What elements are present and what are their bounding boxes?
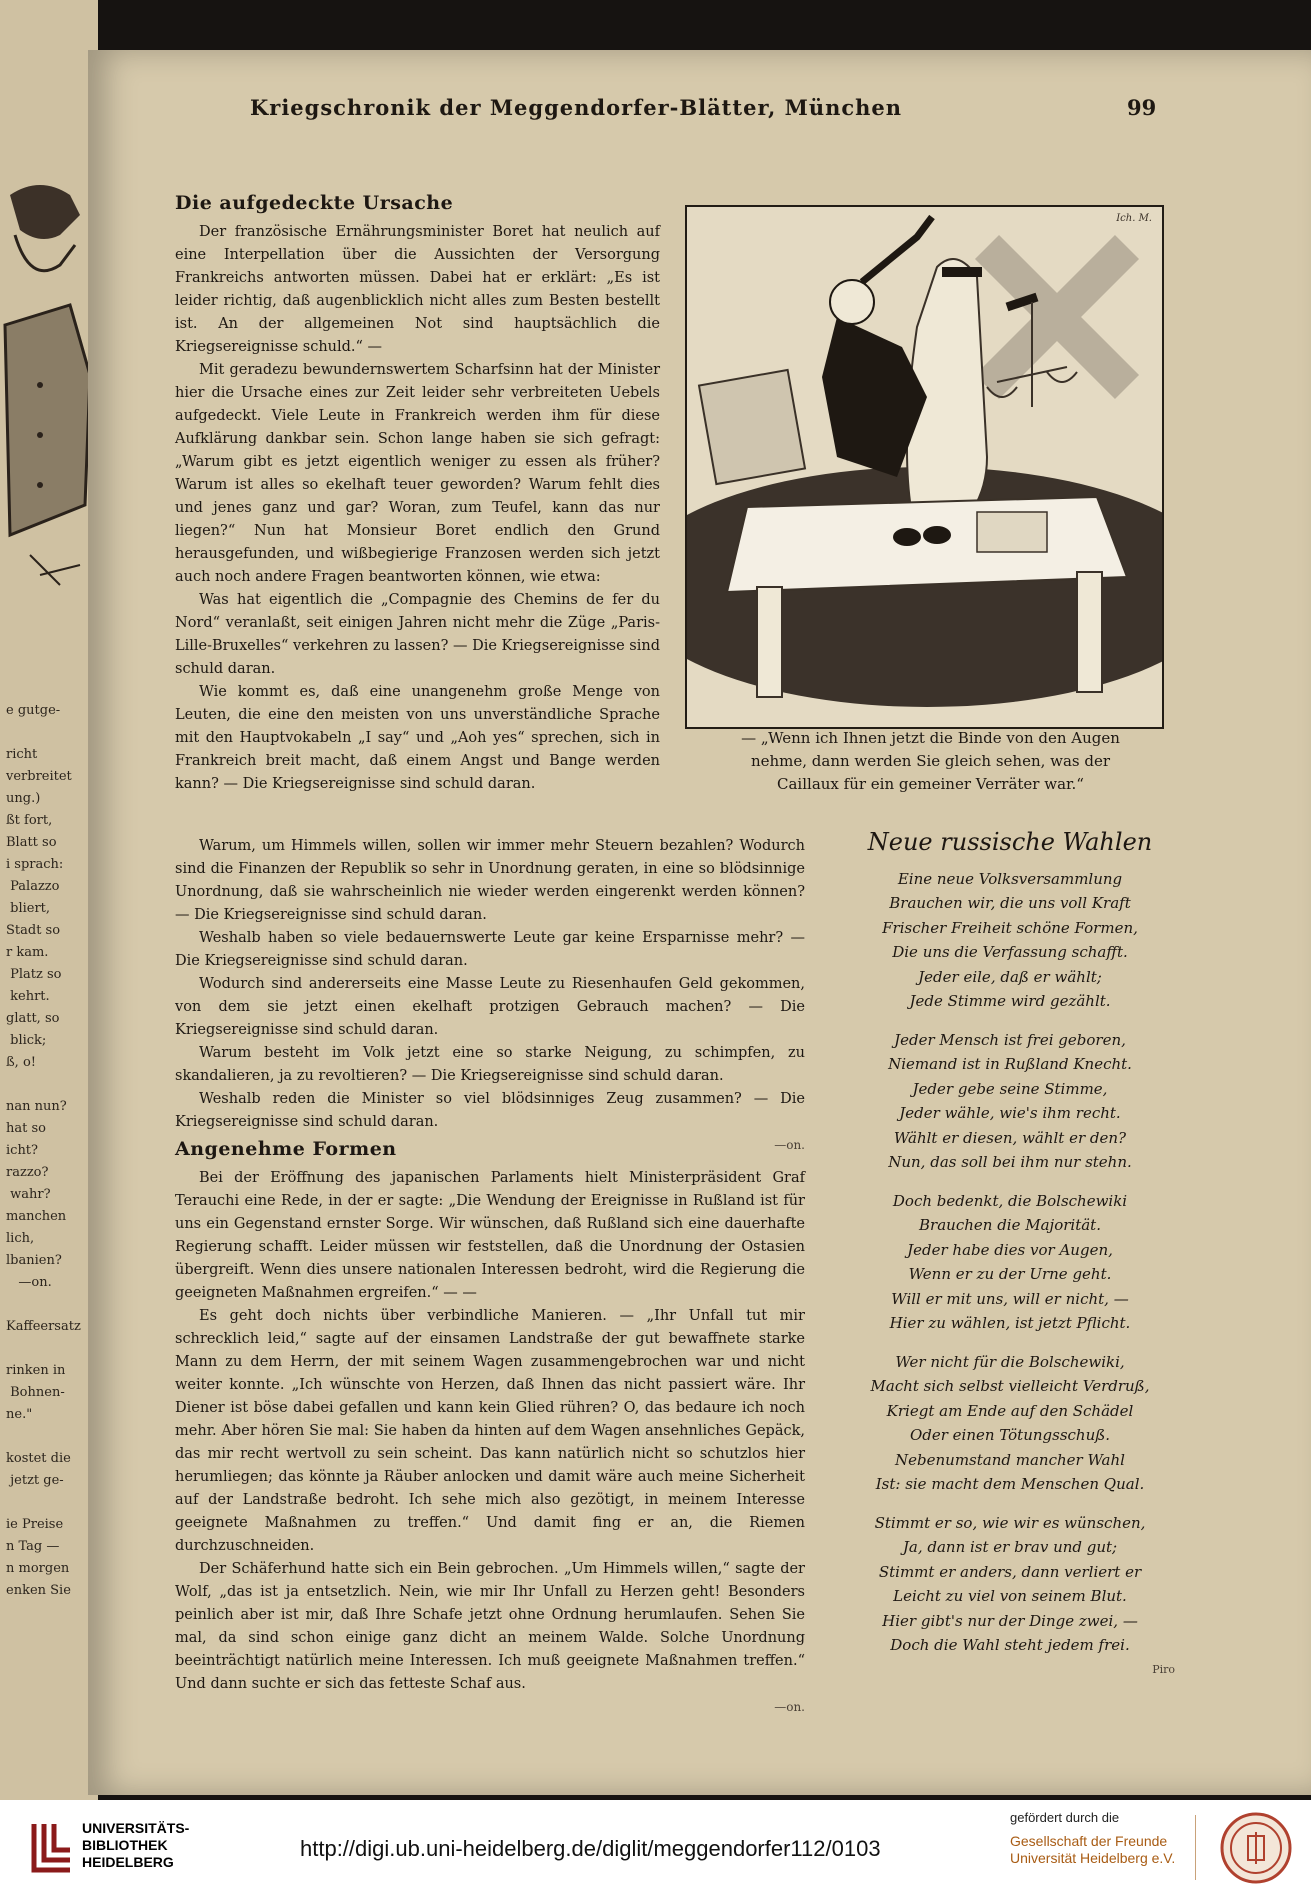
- poem-line: Ist: sie macht dem Menschen Qual.: [875, 1475, 1145, 1493]
- cartoon-caption: — „Wenn ich Ihnen jetzt die Binde von den Augen nehme, dann werden Sie gleich sehen, was der Caillaux für ein gemeiner Verräter war.“: [741, 729, 1120, 793]
- poem-author: Piro: [1152, 1662, 1175, 1676]
- footer-divider: [1195, 1815, 1196, 1880]
- article-1-paragraph: Mit geradezu bewundernswertem Scharfsinn hat der Minister hier die Ursache eines zur Zeit leider sehr verbreiteten Uebels aufgedeckt. Viele Leute in Frankreich werden ihm für diese Aufklärung dankbar sein. Schon lange haben sie sich gefragt: „Warum gibt es jetzt eigentlich weniger zu essen als früher? Warum ist alles so ekelhaft teuer geworden? Warum fehlt dies und jenes ganz und gar? Woran, zum Teufel, kann das nur liegen?“ Nun hat Monsieur Boret endlich den Grund herausgefunden, und wißbegierige Franzosen werden sich jetzt auch noch andere Fragen beantworten können, wie etwa:: [175, 362, 660, 585]
- poem-line: Die uns die Verfassung schafft.: [892, 943, 1128, 961]
- article-1-paragraph: Weshalb haben so viele bedauernswerte Leute gar keine Ersparnisse mehr? — Die Kriegsereignisse sind schuld daran.: [175, 930, 805, 969]
- library-name-line: UNIVERSITÄTS-: [82, 1820, 190, 1836]
- poem-stanza: [845, 1350, 1175, 1497]
- society-name-line: Universität Heidelberg e.V.: [1010, 1850, 1176, 1866]
- article-1-title: Die aufgedeckte Ursache: [175, 192, 454, 214]
- library-name-line: HEIDELBERG: [82, 1854, 174, 1870]
- poem-line: Ja, dann ist er brav und gut;: [902, 1538, 1118, 1556]
- poem-line: Nebenumstand mancher Wahl: [895, 1450, 1125, 1469]
- society-name-line: Gesellschaft der Freunde: [1010, 1833, 1168, 1849]
- poem-line: Doch die Wahl steht jedem frei.: [890, 1636, 1130, 1654]
- poem-line: Jeder eile, daß er wählt;: [918, 967, 1102, 986]
- article-1-paragraph: Warum besteht im Volk jetzt eine so starke Neigung, zu schimpfen, zu skandalieren, ja zu revoltieren? — Die Kriegsereignisse sind schuld daran.: [175, 1045, 805, 1084]
- running-title: Kriegschronik der Meggendorfer-Blätter, München: [250, 95, 903, 120]
- university-seal-icon: [1220, 1812, 1292, 1884]
- library-name: [82, 1820, 189, 1871]
- poem-line: Wählt er diesen, wählt er den?: [893, 1128, 1127, 1147]
- poem-line: Jeder wähle, wie's ihm recht.: [899, 1104, 1121, 1122]
- article-2-signature: —on.: [774, 1700, 805, 1714]
- poem-line: Brauchen die Majorität.: [919, 1216, 1101, 1234]
- society-name: [1010, 1833, 1175, 1867]
- poem-title: Neue russische Wahlen: [867, 828, 1153, 856]
- article-1-continued: [175, 835, 805, 1157]
- footer-bar: [0, 1800, 1311, 1895]
- poem: [845, 830, 1175, 1682]
- poem-stanza: [845, 1511, 1175, 1658]
- article-1-paragraph: Wie kommt es, daß eine unangenehm große Menge von Leuten, die eine den meisten von uns unverständliche Sprache mit den Hauptvokabeln „I say“ und „Aoh yes“ sprechen, sich in Frankreich breit macht, daß einem Angst und Bange werden kann? — Die Kriegsereignisse sind schuld daran.: [175, 684, 660, 792]
- article-1-paragraph: Warum, um Himmels willen, sollen wir immer mehr Steuern bezahlen? Wodurch sind die Finanzen der Republik so sehr in Unordnung geraten, in eine so blödsinnige Unordnung, daß sie wahrscheinlich nie wieder werden eingerenkt werden können? — Die Kriegsereignisse sind schuld daran.: [175, 838, 805, 923]
- poem-line: Stimmt er so, wie wir es wünschen,: [874, 1513, 1146, 1532]
- article-1-column: [175, 192, 660, 796]
- article-1-paragraph: Weshalb reden die Minister so viel blödsinniges Zeug zusammen? — Die Kriegsereignisse sind schuld daran.: [175, 1091, 805, 1130]
- poem-line: Niemand ist in Rußland Knecht.: [888, 1055, 1132, 1073]
- poem-line: Hier zu wählen, ist jetzt Pflicht.: [889, 1314, 1131, 1332]
- poem-stanza: [845, 867, 1175, 1014]
- poem-line: Brauchen wir, die uns voll Kraft: [889, 894, 1131, 912]
- article-2-title: Angenehme Formen: [175, 1138, 397, 1160]
- article-1-signature: —on.: [774, 1138, 805, 1152]
- article-2-column: [175, 1138, 805, 1719]
- previous-page-cartoon-fragment: [0, 175, 97, 615]
- library-logo-icon: [30, 1820, 74, 1875]
- library-name-line: BIBLIOTHEK: [82, 1837, 168, 1853]
- poem-line: Hier gibt's nur der Dinge zwei, —: [882, 1611, 1138, 1630]
- poem-line: Eine neue Volksversammlung: [897, 869, 1123, 888]
- article-1-paragraph: Wodurch sind andererseits eine Masse Leute zu Riesenhaufen Geld gekommen, von dem sie jetzt einen ekelhaft protzigen Gebrauch machen? — Die Kriegsereignisse sind schuld daran.: [175, 976, 805, 1038]
- article-1-paragraph: Was hat eigentlich die „Compagnie des Chemins de fer du Nord“ veranlaßt, seit einigen Jahren nicht mehr die Züge „Paris-Lille-Bruxelles“ verkehren zu lassen? — Die Kriegsereignisse sind schuld daran.: [175, 592, 660, 677]
- poem-line: Jeder habe dies vor Augen,: [907, 1240, 1113, 1259]
- poem-line: Macht sich selbst vielleicht Verdruß,: [870, 1377, 1150, 1395]
- article-1-paragraph: Der französische Ernährungsminister Boret hat neulich auf eine Interpellation über die Aussichten der Versorgung Frankreichs antworten müssen. Dabei hat er erklärt: „Es ist leider richtig, daß augenblicklich nicht alles zum Besten bestellt ist. An der allgemeinen Not sind hauptsächlich die Kriegsereignisse schuld.“ —: [175, 224, 660, 355]
- permalink-url[interactable]: http://digi.ub.uni-heidelberg.de/diglit/meggendorfer112/0103: [300, 1836, 881, 1861]
- poem-line: Frischer Freiheit schöne Formen,: [882, 918, 1138, 937]
- poem-line: Kriegt am Ende auf den Schädel: [886, 1401, 1134, 1420]
- poem-line: Wer nicht für die Bolschewiki,: [895, 1352, 1125, 1371]
- cartoon-illustration: [685, 205, 1164, 729]
- poem-line: Jeder gebe seine Stimme,: [912, 1079, 1108, 1098]
- page-number: 99: [1127, 95, 1157, 120]
- poem-line: Oder einen Tötungsschuß.: [909, 1426, 1111, 1444]
- article-2-paragraph: Es geht doch nichts über verbindliche Manieren. — „Ihr Unfall tut mir schrecklich leid,“ sagte auf der einsamen Landstraße der gut bewaffnete starke Mann zu dem Herrn, der mit seinem Wagen zusammengebrochen war und nicht weiter konnte. „Ich wünschte von Herzen, daß Ihnen das nicht passiert wäre. Ihr Diener ist böse dabei gefallen und kann kein Glied rühren? O, das bedaure ich noch mehr. Aber hören Sie mal: Sie haben da hinten auf dem Wagen ansehnliches Gepäck, das mir recht wertvoll zu sein scheint. Das kann natürlich nicht so schutzlos hier herumliegen; das könnte ja Räuber anlocken und damit wäre auch meine Sicherheit auf der Landstraße bedroht. Ich sehe mich also gezötigt, in meinem Interesse geeignete Maßnahmen zu treffen.“ Und damit fing er an, die Riemen durchzuschneiden.: [175, 1308, 805, 1554]
- poem-line: Will er mit uns, will er nicht, —: [891, 1289, 1129, 1308]
- poem-line: Jede Stimme wird gezählt.: [909, 992, 1111, 1010]
- poem-line: Doch bedenkt, die Bolschewiki: [892, 1191, 1128, 1210]
- previous-page-edge: [0, 0, 98, 1800]
- poem-line: Leicht zu viel von seinem Blut.: [893, 1587, 1127, 1605]
- funded-by-label: gefördert durch die: [1010, 1810, 1120, 1825]
- poem-line: Nun, das soll bei ihm nur stehn.: [888, 1153, 1132, 1171]
- article-2-paragraph: Der Schäferhund hatte sich ein Bein gebrochen. „Um Himmels willen,“ sagte der Wolf, „das ist ja entsetzlich. Nein, wie mir Ihr Unfall zu Herzen geht! Besonders peinlich aber ist mir, daß Ihre Schafe jetzt ohne Ordnung herumlaufen. Sehen Sie mal, da sind schon einige ganz dicht an meinem Walde. Solche Unordnung beeinträchtigt natürlich meine Interessen. Ich muß geeignete Maßnahmen treffen.“ Und dann suchte er sich das fetteste Schaf aus.: [175, 1561, 805, 1692]
- cartoon-signature: Ich. M.: [1116, 213, 1152, 224]
- poem-line: Wenn er zu der Urne geht.: [908, 1265, 1112, 1283]
- cartoon-drawing: [687, 207, 1162, 727]
- poem-stanza: [845, 1189, 1175, 1336]
- poem-stanza: [845, 1028, 1175, 1175]
- article-2-paragraph: Bei der Eröffnung des japanischen Parlaments hielt Ministerpräsident Graf Terauchi eine Rede, in der er sagte: „Die Wendung der Ereignisse in Rußland ist für uns ein Gegenstand ernster Sorge. Wir wünschen, daß Rußland sich eine dauerhafte Regierung schafft. Leider müssen wir feststellen, daß die Unordnung der Ostasien übergreift. Wenn dies unsere nationalen Interessen bedroht, wird die Regierung die geeigneten Maßnahmen ergreifen.“ — —: [175, 1170, 805, 1301]
- previous-page-text: e gutge- richt verbreitet ung.) ßt fort, Blatt so i sprach: Palazzo bliert, Stadt so r kam. Platz so kehrt. glatt, so blick; ß, o! nan nun? hat so icht? razzo? wahr? manchen lich, lbanien? —on. Kaffeersatz rinken in Bohnen- ne." kostet die jetzt ge- ie Preise n Tag — n morgen enken Sie: [6, 703, 81, 1598]
- poem-line: Stimmt er anders, dann verliert er: [878, 1562, 1142, 1581]
- poem-line: Jeder Mensch ist frei geboren,: [894, 1030, 1126, 1049]
